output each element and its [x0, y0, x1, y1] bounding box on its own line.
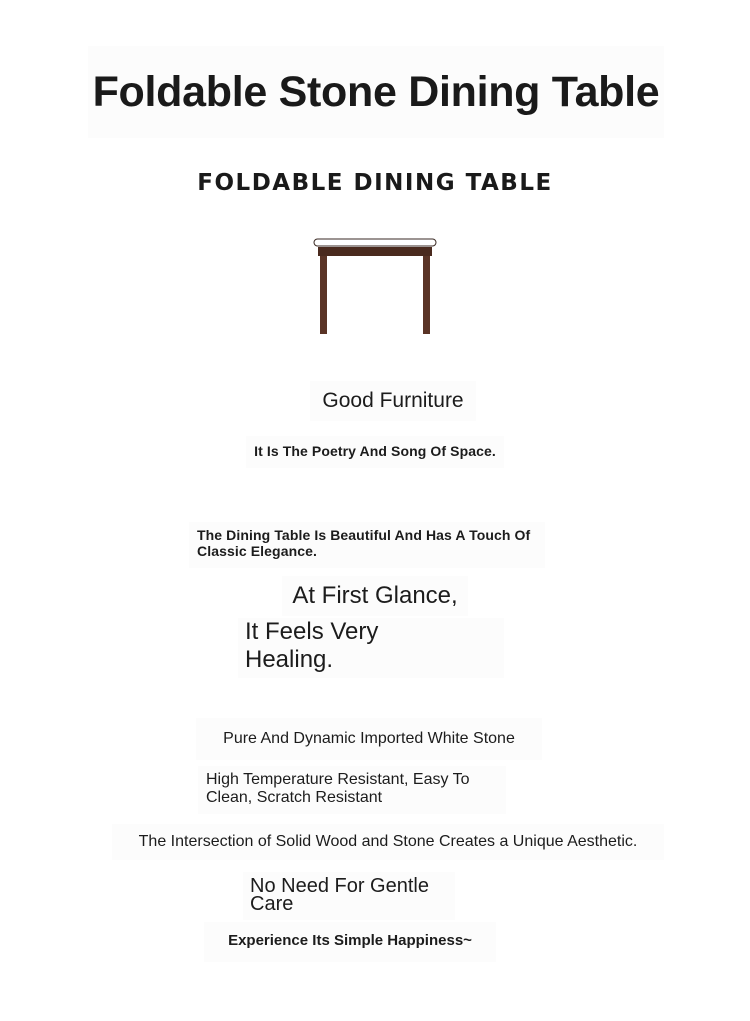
text-elegance: The Dining Table Is Beautiful And Has A Touch Of Classic Elegance.: [189, 522, 545, 568]
dining-table-icon: [312, 236, 438, 338]
title-banner: [88, 46, 664, 138]
text-resistant: High Temperature Resistant, Easy To Clean, Scratch Resistant: [198, 766, 506, 814]
text-intersection: The Intersection of Solid Wood and Stone Creates a Unique Aesthetic.: [112, 824, 664, 860]
table-top: [314, 239, 436, 246]
text-first-glance: At First Glance,: [282, 576, 468, 616]
text-happiness: Experience Its Simple Happiness~: [204, 922, 496, 962]
text-care-inner: No Need For Gentle Care: [250, 875, 429, 915]
text-healing: [238, 618, 504, 678]
section-heading: FOLDABLE DINING TABLE: [197, 170, 553, 196]
table-leg-left: [320, 248, 327, 334]
table-leg-right: [423, 248, 430, 334]
text-poetry: It Is The Poetry And Song Of Space.: [246, 436, 504, 468]
page-title: Foldable Stone Dining Table: [92, 67, 660, 116]
table-apron: [318, 247, 432, 256]
text-care: [243, 872, 455, 920]
text-good-furniture: Good Furniture: [310, 381, 476, 421]
text-white-stone: Pure And Dynamic Imported White Stone: [196, 718, 542, 760]
text-healing-inner: It Feels Very Healing.: [245, 618, 379, 673]
